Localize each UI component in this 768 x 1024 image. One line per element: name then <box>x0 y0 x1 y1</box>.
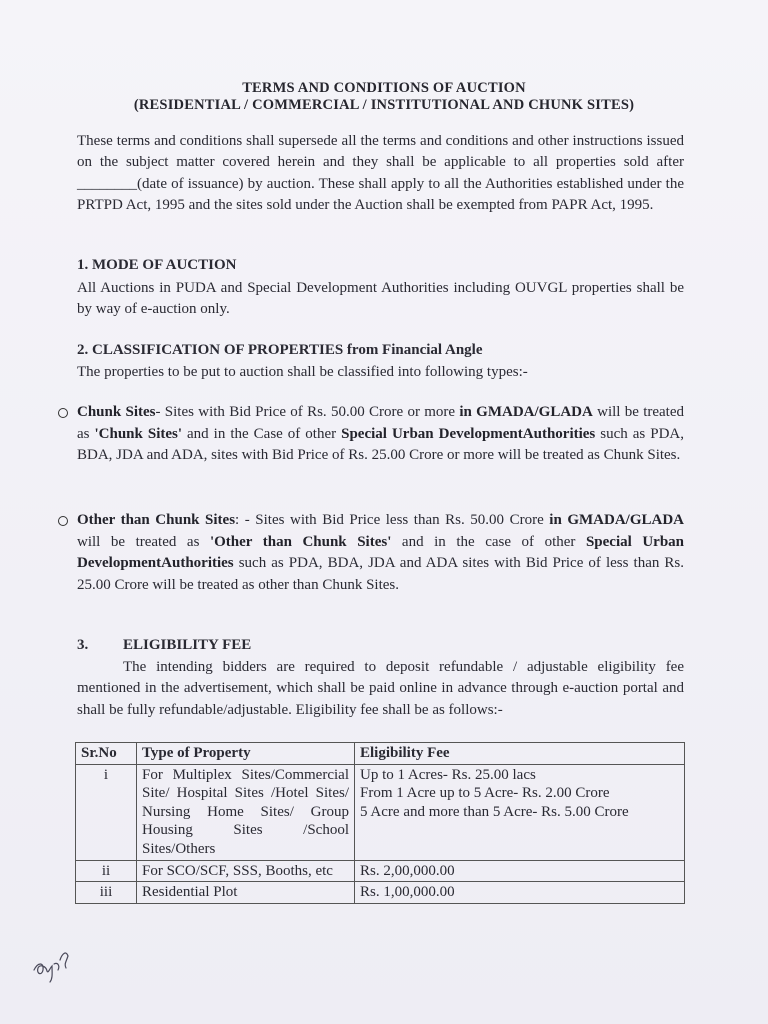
table-row <box>76 882 685 904</box>
section-3-heading: ELIGIBILITY FEE <box>123 637 252 653</box>
bullet-lead: Chunk Sites <box>77 404 156 420</box>
table-row <box>76 860 685 882</box>
section-3-number: 3. <box>77 637 89 653</box>
bullet-bold-part: Special Urban DevelopmentAuthorities <box>341 425 596 442</box>
bullet-icon <box>58 408 68 418</box>
cell-fee: Up to 1 Acres- Rs. 25.00 lacs From 1 Acre up to 5 Acre- Rs. 2.00 Crore 5 Acre and more than 5 Acre- Rs. 5.00 Crore <box>355 764 685 860</box>
cell-type: For SCO/SCF, SSS, Booths, etc <box>137 860 355 882</box>
bullet-text-part: will be treated as <box>77 533 210 550</box>
bullet-text-part: such as PDA, BDA, JDA and ADA, sites with Bid Price of Rs. 25.00 Crore or more will be treated as Chunk Sites. <box>77 425 685 464</box>
cell-sr: i <box>76 764 137 860</box>
cell-type: For Multiplex Sites/Commercial Site/ Hospital Sites /Hotel Sites/ Nursing Home Sites/ Group Housing Sites /School Sites/Others <box>137 764 355 860</box>
section-1-text: All Auctions in PUDA and Special Development Authorities including OUVGL properties shall be by way of e-auction only. <box>77 280 684 318</box>
intro-paragraph: These terms and conditions shall supersede all the terms and conditions and other instructions issued on the subject matter covered herein and they shall be applicable to all properties sold after ________(date of issuance) by auction. These shall apply to all the Authorities established under the PRTPD Act, 1995 and the sites sold under the Auction shall be exempted from PAPR Act, 1995. <box>77 133 684 214</box>
header-sr-no: Sr.No <box>76 743 137 765</box>
bullet-icon <box>58 516 68 526</box>
section-3-text: The intending bidders are required to deposit refundable / adjustable eligibility fee mentioned in the advertisement, which shall be paid online in advance through e-auction portal and shall be fully refundable/adjustable. Eligibility fee shall be as follows:- <box>77 659 684 718</box>
header-eligibility-fee: Eligibility Fee <box>355 743 685 765</box>
bullet-text-part: and in the Case of other <box>182 425 342 442</box>
table-row <box>76 764 685 860</box>
cell-sr: iii <box>76 882 137 904</box>
section-1-heading: 1. MODE OF AUCTION <box>77 257 237 273</box>
cell-fee: Rs. 2,00,000.00 <box>355 860 685 882</box>
header-type-of-property: Type of Property <box>137 743 355 765</box>
bullet-bold-part: 'Chunk Sites' <box>94 425 183 442</box>
bullet-text-part: such as PDA, BDA, JDA and ADA sites with Bid Price of less than Rs. 25.00 Crore will be treated as other than Chunk Sites. <box>77 555 684 593</box>
bullet-bold-part: in GMADA/GLADA <box>549 512 684 528</box>
bullet-text-part: : - Sites with Bid Price less than Rs. 50.00 Crore <box>235 512 550 528</box>
eligibility-fee-table <box>75 742 685 904</box>
table-header-row <box>76 743 685 765</box>
cell-fee: Rs. 1,00,000.00 <box>355 882 685 904</box>
handwritten-signature <box>30 944 80 984</box>
bullet-lead: Other than Chunk Sites <box>77 512 236 528</box>
bullet-bold-part: Special Urban DevelopmentAuthorities <box>77 533 685 572</box>
bullet-bold-part: 'Other than Chunk Sites' <box>209 533 392 550</box>
bullet-text-part: and in the case of other <box>391 533 586 550</box>
section-2-heading: 2. CLASSIFICATION OF PROPERTIES from Financial Angle <box>77 342 483 358</box>
doc-subtitle: (RESIDENTIAL / COMMERCIAL / INSTITUTIONAL AND CHUNK SITES) <box>133 97 635 113</box>
bullet-other-than-chunk-sites <box>77 510 684 596</box>
cell-type: Residential Plot <box>137 882 355 904</box>
bullet-bold-part: in GMADA/GLADA <box>459 404 593 420</box>
bullet-text-part: will be treated as <box>77 404 685 442</box>
cell-sr: ii <box>76 860 137 882</box>
section-2-text: The properties to be put to auction shall be classified into following types:- <box>77 364 528 380</box>
bullet-chunk-sites <box>77 402 684 467</box>
bullet-text-part: - Sites with Bid Price of Rs. 50.00 Crore or more <box>155 404 460 420</box>
doc-title: TERMS AND CONDITIONS OF AUCTION <box>242 80 526 96</box>
